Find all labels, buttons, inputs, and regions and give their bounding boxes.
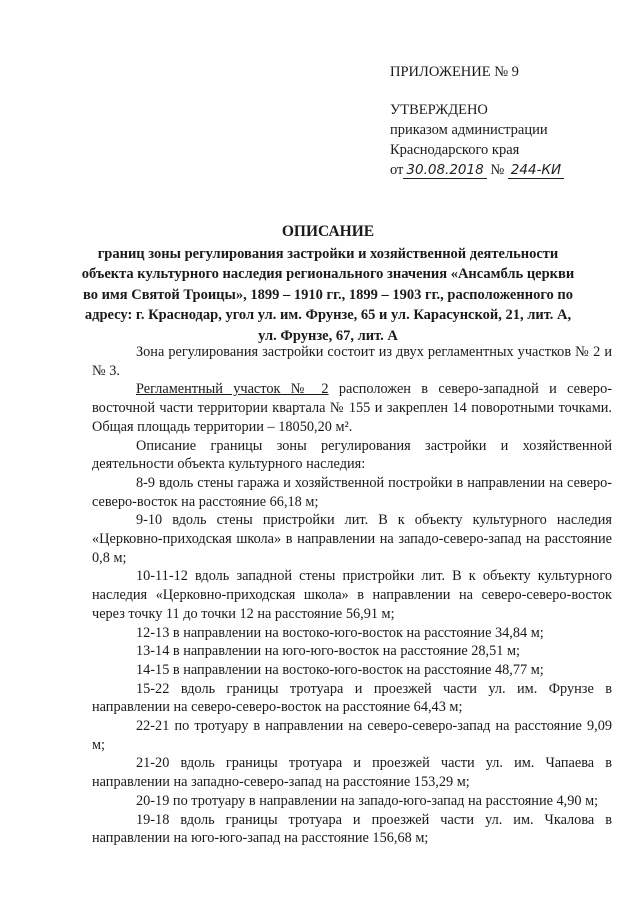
boundary-segment-10-12: 10-11-12 вдоль западной стены пристройки лит. В к объекту культурного наследия «Церковно-приходская школа» в направлении на северо-северо-восток через точку 11 до точки 12 на расстояние 56,91 м; (92, 568, 612, 622)
order-line-1: приказом администрации (390, 122, 548, 138)
document-body (92, 343, 612, 848)
order-date-line (390, 160, 630, 180)
document-title-block (78, 222, 578, 346)
section-2-text: расположен в северо-западной и северо-восточной части территории квартала № 155 и закреплен 14 поворотными точками. Общая площадь территории – 18050,20 м². (92, 381, 612, 435)
order-line-2: Краснодарского края (390, 142, 520, 158)
document-title: ОПИСАНИЕ (281, 223, 375, 240)
boundary-segment-14-15: 14-15 в направлении на востоко-юго-восток на расстояние 48,77 м; (136, 661, 544, 678)
boundary-segment-9-10: 9-10 вдоль стены пристройки лит. В к объекту культурного наследия «Церковно-приходская школа» в направлении на западо-северо-запад на расстояние 0,8 м; (92, 512, 612, 566)
boundary-segment-19-18: 19-18 вдоль границы тротуара и проезжей части ул. им. Чкалова в направлении на юго-юго-запад на расстояние 156,68 м; (92, 811, 612, 847)
boundary-segment-12-13: 12-13 в направлении на востоко-юго-восток на расстояние 34,84 м; (136, 624, 544, 641)
date-prefix: от (390, 162, 404, 178)
handwritten-date: 30.08.2018 (403, 162, 486, 179)
paragraph-boundary-intro: Описание границы зоны регулирования застройки и хозяйственной деятельности объекта культурного наследия: (92, 437, 612, 473)
approval-block (390, 62, 630, 180)
boundary-segment-20-19: 20-19 по тротуару в направлении на западо-юго-запад на расстояние 4,90 м; (136, 792, 599, 809)
section-2-label: Регламентный участок № 2 (136, 381, 329, 398)
approved-heading: УТВЕРЖДЕНО (390, 102, 488, 118)
boundary-segment-13-14: 13-14 в направлении на юго-юго-восток на расстояние 28,51 м; (136, 643, 521, 660)
handwritten-number: 244-КИ (508, 162, 564, 179)
boundary-segment-22-21: 22-21 по тротуару в направлении на северо-северо-запад на расстояние 9,09 м; (92, 718, 612, 753)
boundary-segment-15-22: 15-22 вдоль границы тротуара и проезжей части ул. им. Фрунзе в направлении на северо-северо-восток на расстояние 64,43 м; (92, 680, 612, 716)
document-subtitle: границ зоны регулирования застройки и хозяйственной деятельности объекта культурного наследия регионального значения «Ансамбль церкви во имя Святой Троицы», 1899 – 1910 гг., 1899 – 1903 гг., расположенного по адресу: г. Краснодар, угол ул. им. Фрунзе, 65 и ул. Карасунской, 21, лит. А, ул. Фрунзе, 67, лит. А (81, 245, 575, 344)
paragraph-zone-composition: Зона регулирования застройки состоит из двух регламентных участков № 2 и № 3. (92, 344, 612, 379)
number-prefix: № (490, 162, 505, 178)
paragraph-section-2 (92, 380, 612, 436)
appendix-number: ПРИЛОЖЕНИЕ № 9 (390, 64, 519, 80)
boundary-segment-8-9: 8-9 вдоль стены гаража и хозяйственной постройки в направлении на северо-северо-восток на расстояние 66,18 м; (92, 474, 612, 510)
boundary-segment-21-20: 21-20 вдоль границы тротуара и проезжей части ул. им. Чапаева в направлении на западно-северо-запад на расстояние 153,29 м; (92, 755, 612, 791)
